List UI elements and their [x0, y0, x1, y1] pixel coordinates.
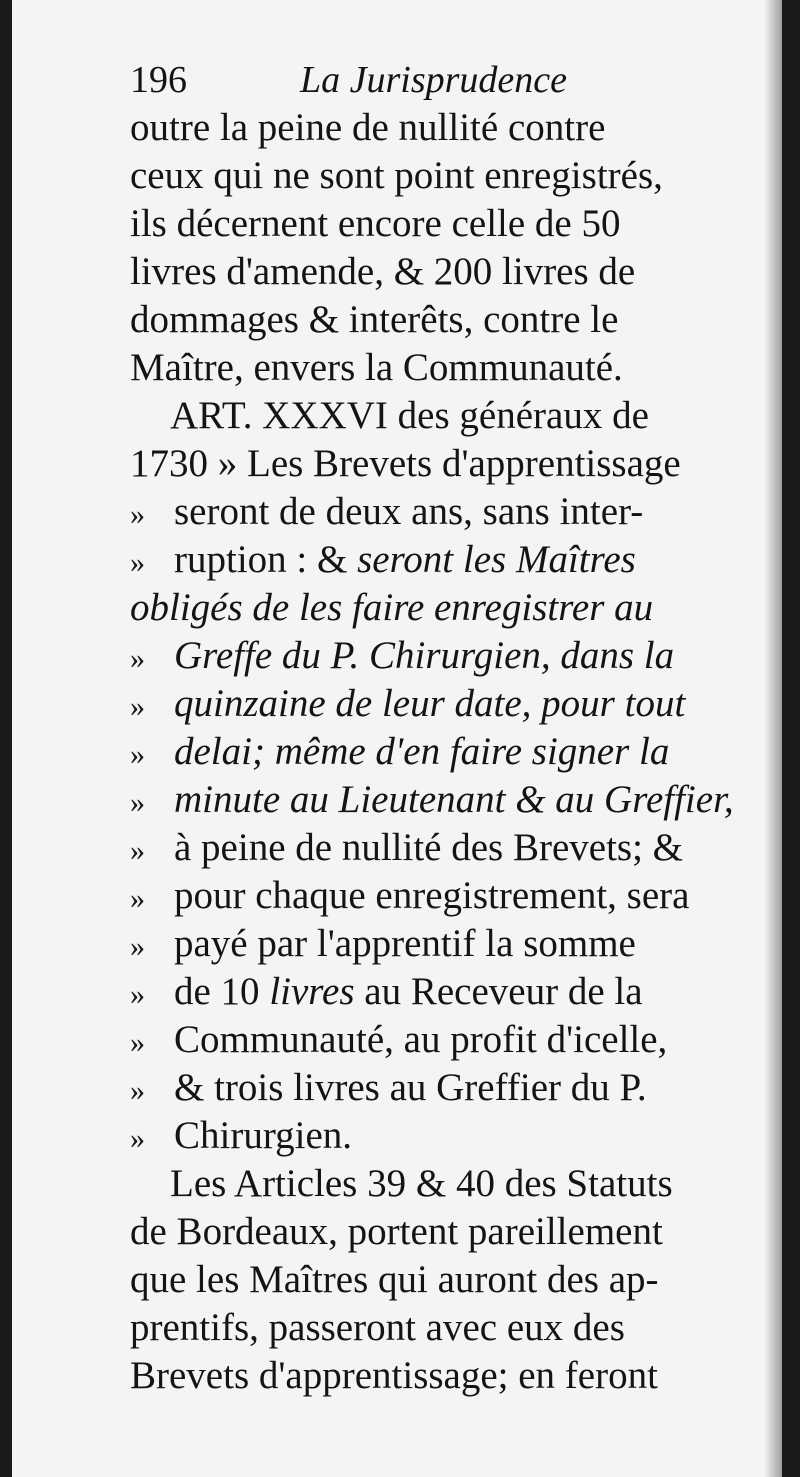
text-line [130, 1256, 770, 1304]
quote-mark: » [130, 642, 145, 675]
text-segment: ruption : & [174, 538, 358, 581]
text-line [130, 488, 770, 536]
text-segment: XXXVI [252, 394, 398, 437]
quote-mark: » [130, 1026, 145, 1059]
text-segment: quinzaine de leur date, pour tout [174, 682, 686, 725]
quote-mark: » [130, 834, 145, 867]
text-line [130, 248, 770, 296]
text-line [130, 104, 770, 152]
text-line [130, 344, 770, 392]
quote-mark: » [130, 738, 145, 771]
text-line [130, 392, 770, 440]
text-segment: seront de deux ans, sans inter- [174, 490, 644, 533]
text-segment: Greffe du P. Chirurgien, dans la [174, 634, 675, 677]
text-segment: au Receveur de la [354, 970, 643, 1013]
text-segment: Brevets d'apprentissage; en feront [130, 1354, 658, 1397]
text-segment: & trois livres au Greffier du P. [174, 1066, 647, 1109]
text-segment: des généraux de [397, 394, 649, 437]
text-line [130, 776, 770, 824]
text-segment: obligés de les faire enregistrer au [130, 586, 654, 629]
text-line [130, 1112, 770, 1160]
quote-mark: » [130, 546, 145, 579]
text-segment: à peine de nullité des Brevets; & [174, 826, 684, 869]
text-segment: Chirurgien. [174, 1114, 353, 1157]
body-text [130, 104, 770, 1400]
text-line [130, 152, 770, 200]
text-line [130, 824, 770, 872]
book-page [12, 0, 782, 1477]
text-line [130, 296, 770, 344]
quote-mark: » [130, 498, 145, 531]
quote-mark: » [130, 978, 145, 1011]
text-segment: livres [269, 970, 355, 1013]
text-line [130, 1208, 770, 1256]
text-segment: que les Maîtres qui auront des ap- [130, 1258, 659, 1301]
text-line [130, 872, 770, 920]
text-line [130, 968, 770, 1016]
text-segment: seront les Maîtres [357, 538, 636, 581]
text-segment: payé par l'apprentif la somme [174, 922, 636, 965]
quote-mark: » [130, 1122, 145, 1155]
text-line [130, 1160, 770, 1208]
text-line [130, 728, 770, 776]
text-line [130, 1016, 770, 1064]
text-line [130, 200, 770, 248]
text-line [130, 1064, 770, 1112]
text-segment: prentifs, passeront avec eux des [130, 1306, 625, 1349]
running-title: La Jurisprudence [300, 59, 568, 101]
text-line [130, 584, 770, 632]
text-line [130, 536, 770, 584]
text-segment: ART. [170, 394, 253, 437]
quote-mark: » [130, 786, 145, 819]
text-line [130, 1352, 770, 1400]
text-segment: de Bordeaux, portent pareillement [130, 1210, 663, 1253]
quote-mark: » [130, 690, 145, 723]
text-segment: delai; même d'en faire signer la [174, 730, 670, 773]
quote-mark: » [130, 930, 145, 963]
text-segment: ils décernent encore celle de 50 [130, 202, 621, 245]
text-line [130, 440, 770, 488]
text-segment: dommages & interêts, contre le [130, 298, 619, 341]
text-segment: 1730 » Les Brevets d'apprentissage [130, 442, 681, 485]
text-segment: livres d'amende, & 200 livres de [130, 250, 636, 293]
text-segment: ceux qui ne sont point enregistrés, [130, 154, 663, 197]
text-segment: pour chaque enregistrement, sera [174, 874, 690, 917]
text-segment: Maître, envers la Communauté. [130, 346, 623, 389]
text-line [130, 920, 770, 968]
text-line [130, 680, 770, 728]
text-segment: Communauté, au profit d'icelle, [174, 1018, 668, 1061]
text-segment: de 10 [174, 970, 270, 1013]
text-line [130, 632, 770, 680]
text-line [130, 1304, 770, 1352]
text-segment: minute au Lieutenant & au Greffier, [174, 778, 734, 821]
page-header [130, 58, 650, 102]
quote-mark: » [130, 882, 145, 915]
text-segment: outre la peine de nullité contre [130, 106, 606, 149]
quote-mark: » [130, 1074, 145, 1107]
page-number: 196 [130, 59, 187, 101]
text-segment: Les Articles 39 & 40 des Statuts [170, 1162, 673, 1205]
